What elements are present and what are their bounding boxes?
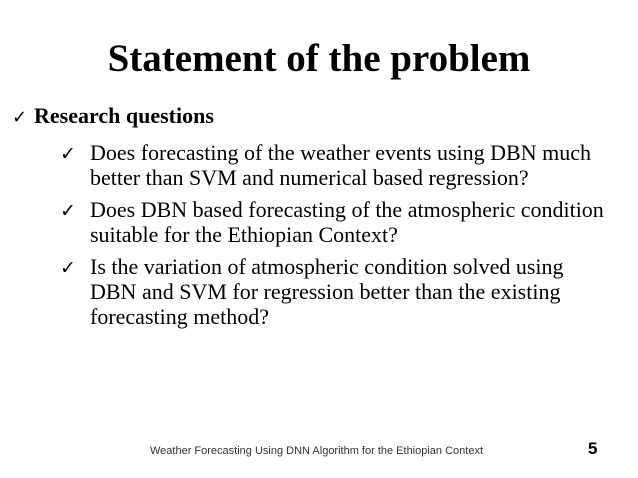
question-text: Does DBN based forecasting of the atmospheric condition suitable for the Ethiopian Context? (90, 197, 604, 247)
page-number: 5 (588, 439, 598, 458)
checkmark-icon: ✓ (60, 143, 76, 165)
slide-footer: Weather Forecasting Using DNN Algorithm for the Ethiopian Context (150, 445, 484, 457)
checkmark-icon: ✓ (60, 257, 76, 279)
checkmark-icon: ✓ (12, 107, 28, 128)
slide-title: Statement of the problem (107, 37, 531, 80)
list-item (60, 140, 610, 190)
section-heading-label: Research questions (34, 103, 214, 128)
checkmark-icon: ✓ (60, 200, 76, 222)
section-heading (12, 102, 214, 132)
list-item (60, 254, 610, 329)
list-item (60, 197, 610, 247)
question-text: Is the variation of atmospheric condition solved using DBN and SVM for regression better than the existing forecasting method? (90, 254, 564, 329)
question-text: Does forecasting of the weather events using DBN much better than SVM and numerical based regression? (90, 140, 591, 190)
research-questions-list (60, 140, 610, 336)
